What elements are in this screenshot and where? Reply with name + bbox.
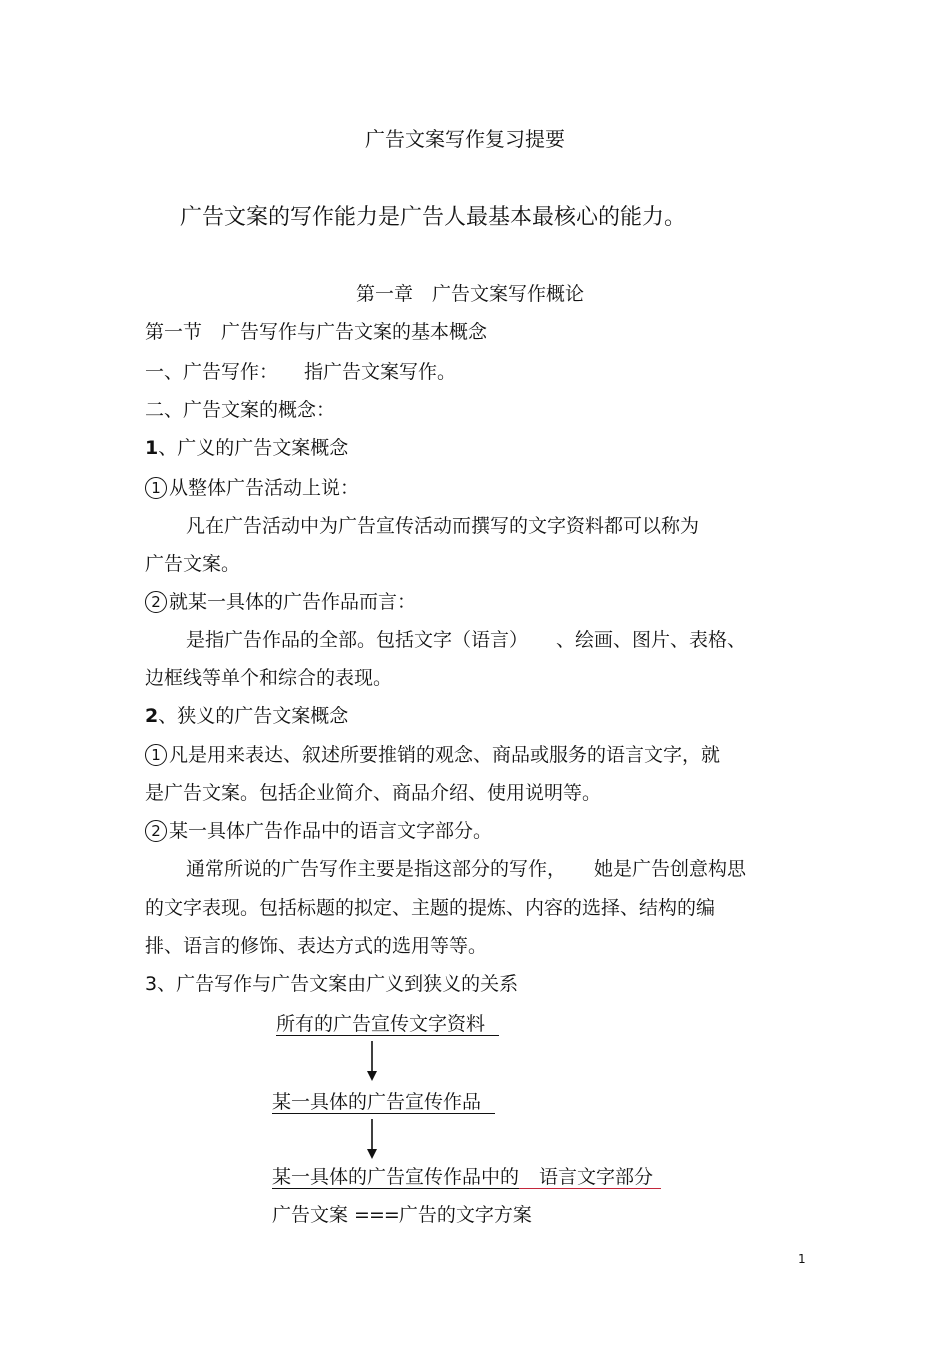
relation-equation bbox=[272, 1203, 532, 1227]
body-fragment: 通常所说的广告写作主要是指这部分的写作， bbox=[186, 858, 567, 880]
equation-sign: === bbox=[354, 1204, 399, 1226]
narrow-point-2 bbox=[145, 819, 492, 843]
relation-level-1 bbox=[276, 1012, 499, 1036]
level-3-highlight: 语言文字部分 bbox=[519, 1166, 661, 1189]
chapter-heading: 第一章 广告文案写作概论 bbox=[355, 283, 584, 305]
narrow-body-line-2: 的文字表现。包括标题的拟定、主题的提炼、内容的选择、结构的编 bbox=[145, 897, 716, 919]
body-fragment: 她是广告创意构思 bbox=[594, 858, 747, 880]
level-3-text: 某一具体的广告宣传作品中的 bbox=[272, 1166, 520, 1188]
page-title: 广告文案写作复习提要 bbox=[365, 127, 565, 151]
page-number: 1 bbox=[798, 1252, 806, 1266]
circled-number-1: 1 bbox=[145, 477, 167, 499]
circled-number-2: 2 bbox=[145, 591, 167, 613]
relation-heading: 3、广告写作与广告文案由广义到狭义的关系 bbox=[145, 973, 519, 995]
circled-number-2: 2 bbox=[145, 820, 167, 842]
broad-point-2-text: 就某一具体的广告作品而言： bbox=[169, 591, 417, 613]
item-one-label: 一、广告写作： bbox=[145, 361, 279, 383]
down-arrow-icon bbox=[362, 1118, 382, 1160]
narrow-body-line-1 bbox=[186, 857, 746, 881]
item-one-text: 指广告文案写作。 bbox=[304, 361, 457, 383]
broad-point-1-text: 从整体广告活动上说： bbox=[169, 477, 360, 499]
relation-level-2 bbox=[272, 1090, 495, 1114]
narrow-point-1-text: 凡是用来表达、叙述所要推销的观念、商品或服务的语言文字，就 bbox=[169, 744, 721, 766]
down-arrow-icon bbox=[362, 1040, 382, 1082]
narrow-point-2-text: 某一具体广告作品中的语言文字部分。 bbox=[169, 820, 493, 842]
item-two: 二、广告文案的概念： bbox=[145, 399, 336, 421]
narrow-number: 2 bbox=[145, 705, 159, 727]
item-one bbox=[145, 360, 456, 384]
broad-body-line-1: 凡在广告活动中为广告宣传活动而撰写的文字资料都可以称为 bbox=[186, 515, 700, 537]
level-1-text: 所有的广告宣传文字资料 bbox=[276, 1013, 499, 1036]
broad-point-2 bbox=[145, 590, 416, 614]
section-heading: 第一节 广告写作与广告文案的基本概念 bbox=[145, 321, 488, 343]
broad-number: 1 bbox=[145, 437, 159, 459]
body-fragment: 是指广告作品的全部。包括文字（语言） bbox=[186, 629, 529, 651]
equation-left: 广告文案 bbox=[272, 1204, 355, 1226]
relation-level-3 bbox=[272, 1165, 661, 1189]
broad-point-2-body-line-1 bbox=[186, 628, 746, 652]
broad-heading-text: 、广义的广告文案概念 bbox=[158, 437, 349, 459]
circled-number-1: 1 bbox=[145, 744, 167, 766]
broad-heading bbox=[145, 436, 348, 460]
subtitle: 广告文案的写作能力是广告人最基本最核心的能力。 bbox=[180, 205, 687, 230]
level-2-text: 某一具体的广告宣传作品 bbox=[272, 1091, 495, 1114]
narrow-heading-text: 、狭义的广告文案概念 bbox=[158, 705, 349, 727]
equation-right: 广告的文字方案 bbox=[398, 1204, 532, 1226]
narrow-point-1-body: 是广告文案。包括企业简介、商品介绍、使用说明等。 bbox=[145, 782, 602, 804]
narrow-body-line-3: 排、语言的修饰、表达方式的选用等等。 bbox=[145, 935, 488, 957]
narrow-point-1 bbox=[145, 743, 720, 767]
broad-body-line-2: 广告文案。 bbox=[145, 553, 241, 575]
broad-point-2-body-line-2: 边框线等单个和综合的表现。 bbox=[145, 667, 393, 689]
broad-point-1 bbox=[145, 476, 359, 500]
body-fragment: 、绘画、图片、表格、 bbox=[556, 629, 747, 651]
narrow-heading bbox=[145, 704, 348, 728]
